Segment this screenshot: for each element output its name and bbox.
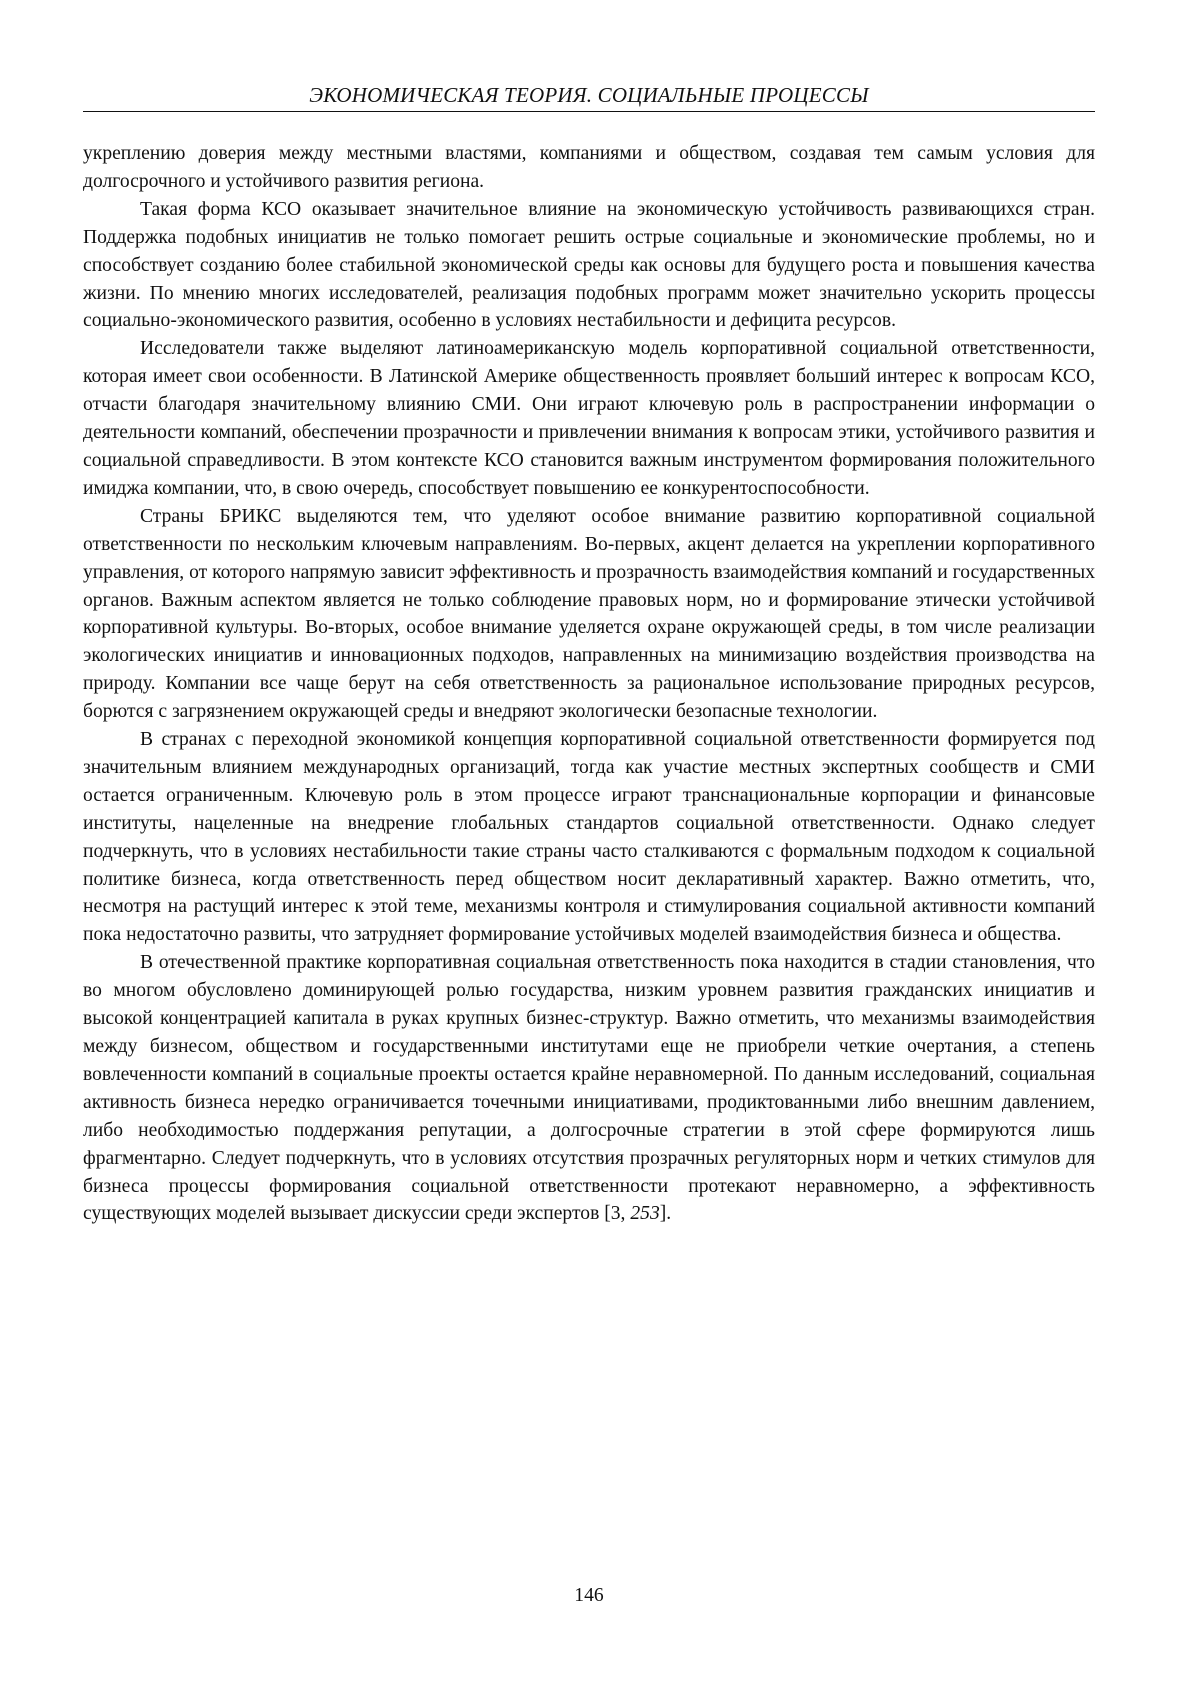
citation-open: [3, [599,1203,630,1224]
article-body [83,140,1095,1228]
journal-page [83,82,1095,1642]
paragraph-brics-countries: Страны БРИКС выделяются тем, что уделяют особое внимание развитию корпоративной социальной ответственности по нескольким ключевым направлениям. Во-первых, акцент делается на укреплении корпоративного управления, от которого напрямую зависит эффективность и прозрачность взаимодействия компаний и государственных органов. Важным аспектом является не только соблюдение правовых норм, но и формирование этически устойчивой корпоративной культуры. Во-вторых, особое внимание уделяется охране окружающей среды, в том числе реализации экологических инициатив и инновационных подходов, направленных на минимизацию воздействия производства на природу. Компании все чаще берут на себя ответственность за рациональное использование природных ресурсов, борются с загрязнением окружающей среды и внедряют экологически безопасные технологии. [83,503,1095,726]
paragraph-transition-economies: В странах с переходной экономикой концепция корпоративной социальной ответственности формируется под значительным влиянием международных организаций, тогда как участие местных экспертных сообществ и СМИ остается ограниченным. Ключевую роль в этом процессе играют транснациональные корпорации и финансовые институты, нацеленные на внедрение глобальных стандартов социальной ответственности. Однако следует подчеркнуть, что в условиях нестабильности такие страны часто сталкиваются с формальным подходом к социальной политике бизнеса, когда ответственность перед обществом носит декларативный характер. Важно отметить, что, несмотря на растущий интерес к этой теме, механизмы контроля и стимулирования социальной активности компаний пока недостаточно развиты, что затрудняет формирование устойчивых моделей взаимодействия бизнеса и общества. [83,726,1095,949]
page-number: 146 [83,1584,1095,1608]
paragraph-domestic-practice [83,949,1095,1228]
paragraph-latin-american-model: Исследователи также выделяют латиноамериканскую модель корпоративной социальной ответственности, которая имеет свои особенности. В Латинской Америке общественность проявляет больший интерес к вопросам КСО, отчасти благодаря значительному влиянию СМИ. Они играют ключевую роль в распространении информации о деятельности компаний, обеспечении прозрачности и привлечении внимания к вопросам этики, устойчивого развития и социальной справедливости. В этом контексте КСО становится важным инструментом формирования положительного имиджа компании, что, в свою очередь, способствует повышению ее конкурентоспособности. [83,335,1095,502]
running-header: ЭКОНОМИЧЕСКАЯ ТЕОРИЯ. СОЦИАЛЬНЫЕ ПРОЦЕССЫ [83,82,1095,112]
paragraph-continuation: укреплению доверия между местными властями, компаниями и обществом, создавая тем самым условия для долгосрочного и устойчивого развития региона. [83,140,1095,196]
paragraph-domestic-practice-text: В отечественной практике корпоративная социальная ответственность пока находится в стадии становления, что во многом обусловлено доминирующей ролью государства, низким уровнем развития гражданских инициатив и высокой концентрацией капитала в руках крупных бизнес-структур. Важно отметить, что механизмы взаимодействия между бизнесом, обществом и государственными институтами еще не приобрели четкие очертания, а степень вовлеченности компаний в социальные проекты остается крайне неравномерной. По данным исследований, социальная активность бизнеса нередко ограничивается точечными инициативами, продиктованными либо внешним давлением, либо необходимостью поддержания репутации, а долгосрочные стратегии в этой сфере формируются лишь фрагментарно. Следует подчеркнуть, что в условиях отсутствия прозрачных регуляторных норм и четких стимулов для бизнеса процессы формирования социальной ответственности протекают неравномерно, а эффективность существующих моделей вызывает дискуссии среди экспертов [83,952,1095,1224]
paragraph-csr-developing-countries: Такая форма КСО оказывает значительное влияние на экономическую устойчивость развивающихся стран. Поддержка подобных инициатив не только помогает решить острые социальные и экономические проблемы, но и способствует созданию более стабильной экономической среды как основы для будущего роста и повышения качества жизни. По мнению многих исследователей, реализация подобных программ может значительно ускорить процессы социально-экономического развития, особенно в условиях нестабильности и дефицита ресурсов. [83,196,1095,336]
citation-page: 253 [630,1203,659,1224]
citation-close: ]. [660,1203,671,1224]
